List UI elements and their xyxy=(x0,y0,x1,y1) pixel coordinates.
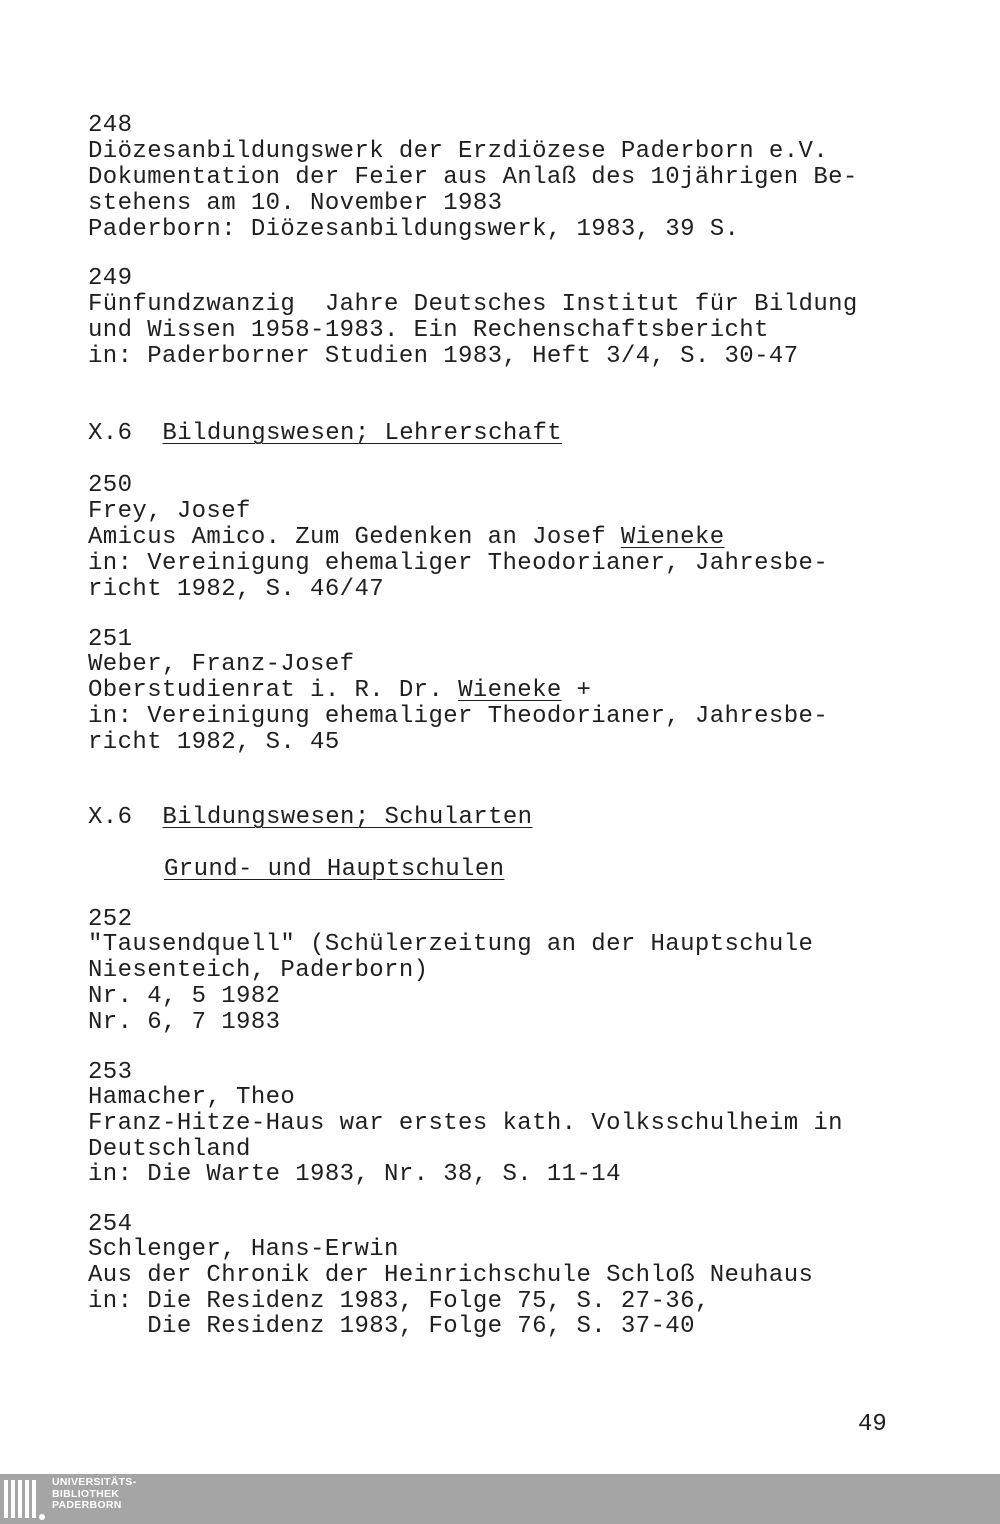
library-logo-icon xyxy=(4,1480,36,1518)
entry-250-underlined-name: Wieneke xyxy=(620,524,725,551)
entry-252-line-3: Nr. 4, 5 1982 xyxy=(88,983,281,1010)
entry-250-number: 250 xyxy=(88,472,133,499)
entry-253-line-2: Franz-Hitze-Haus war erstes kath. Volksschulheim in xyxy=(88,1110,843,1137)
entry-250-line-1: Frey, Josef xyxy=(88,498,251,525)
section-subtitle-text: Grund- und Hauptschulen xyxy=(164,856,505,883)
entry-252-line-2: Niesenteich, Paderborn) xyxy=(88,957,429,984)
entry-251-line-2 xyxy=(88,678,591,704)
section-title: Bildungswesen; Lehrerschaft xyxy=(162,420,563,447)
entry-250-line-2 xyxy=(88,525,725,551)
entry-250-line-4: richt 1982, S. 46/47 xyxy=(88,576,385,603)
entry-251-line-3: in: Vereinigung ehemaliger Theodorianer, Jahresbe- xyxy=(88,703,829,730)
entry-253-line-4: in: Die Warte 1983, Nr. 38, S. 11-14 xyxy=(88,1161,621,1188)
logo-line-2: BIBLIOTHEK xyxy=(52,1487,120,1500)
section-code: X.6 xyxy=(88,420,133,447)
entry-248-line-2: Dokumentation der Feier aus Anlaß des 10jährigen Be- xyxy=(88,164,858,191)
entry-250-line-3: in: Vereinigung ehemaliger Theodorianer, Jahresbe- xyxy=(88,550,829,577)
section-heading-lehrerschaft xyxy=(88,421,562,447)
logo-line-3: PADERBORN xyxy=(52,1499,122,1511)
entry-253-number: 253 xyxy=(88,1059,133,1086)
section-code: X.6 xyxy=(88,804,133,831)
entry-251-underlined-name: Wieneke xyxy=(458,677,562,704)
entry-251-line-1: Weber, Franz-Josef xyxy=(88,651,355,678)
entry-250-title-text: Amicus Amico. Zum Gedenken an Josef xyxy=(88,524,621,551)
entry-251-number: 251 xyxy=(88,626,133,653)
page-number: 49 xyxy=(858,1411,887,1438)
entry-254-number: 254 xyxy=(88,1211,133,1238)
entry-248-line-4: Paderborn: Diözesanbildungswerk, 1983, 39 S. xyxy=(88,216,740,243)
entry-248-line-1: Diözesanbildungswerk der Erzdiözese Paderborn e.V. xyxy=(88,138,829,165)
entry-254-line-3: in: Die Residenz 1983, Folge 75, S. 27-36, xyxy=(88,1288,710,1315)
section-title: Bildungswesen; Schularten xyxy=(162,804,533,831)
entry-249-line-1: Fünfundzwanzig Jahre Deutsches Institut für Bildung xyxy=(88,291,858,318)
entry-249-line-3: in: Paderborner Studien 1983, Heft 3/4, S. 30-47 xyxy=(88,343,799,370)
entry-253-line-1: Hamacher, Theo xyxy=(88,1084,296,1111)
entry-251-title-text: Oberstudienrat i. R. Dr. xyxy=(88,677,459,704)
entry-248-line-3: stehens am 10. November 1983 xyxy=(88,190,503,217)
entry-249-number: 249 xyxy=(88,265,133,292)
entry-251-title-suffix: + xyxy=(561,677,592,704)
logo-line-1: UNIVERSITÄTS- xyxy=(52,1476,137,1488)
footer-logo-bar xyxy=(0,1474,1000,1524)
section-subtitle xyxy=(164,857,504,883)
entry-249-line-2: und Wissen 1958-1983. Ein Rechenschaftsbericht xyxy=(88,317,769,344)
entry-252-number: 252 xyxy=(88,906,133,933)
library-logo-text xyxy=(52,1477,136,1512)
entry-254-line-1: Schlenger, Hans-Erwin xyxy=(88,1236,399,1263)
entry-252-line-4: Nr. 6, 7 1983 xyxy=(88,1009,281,1036)
logo-dot-icon xyxy=(39,1514,45,1520)
entry-254-line-4: Die Residenz 1983, Folge 76, S. 37-40 xyxy=(88,1313,695,1340)
entry-248-number: 248 xyxy=(88,112,133,139)
entry-253-line-3: Deutschland xyxy=(88,1136,251,1163)
section-heading-schularten xyxy=(88,805,532,831)
entry-252-line-1: "Tausendquell" (Schülerzeitung an der Hauptschule xyxy=(88,931,814,958)
entry-254-line-2: Aus der Chronik der Heinrichschule Schloß Neuhaus xyxy=(88,1262,814,1289)
entry-251-line-4: richt 1982, S. 45 xyxy=(88,729,340,756)
